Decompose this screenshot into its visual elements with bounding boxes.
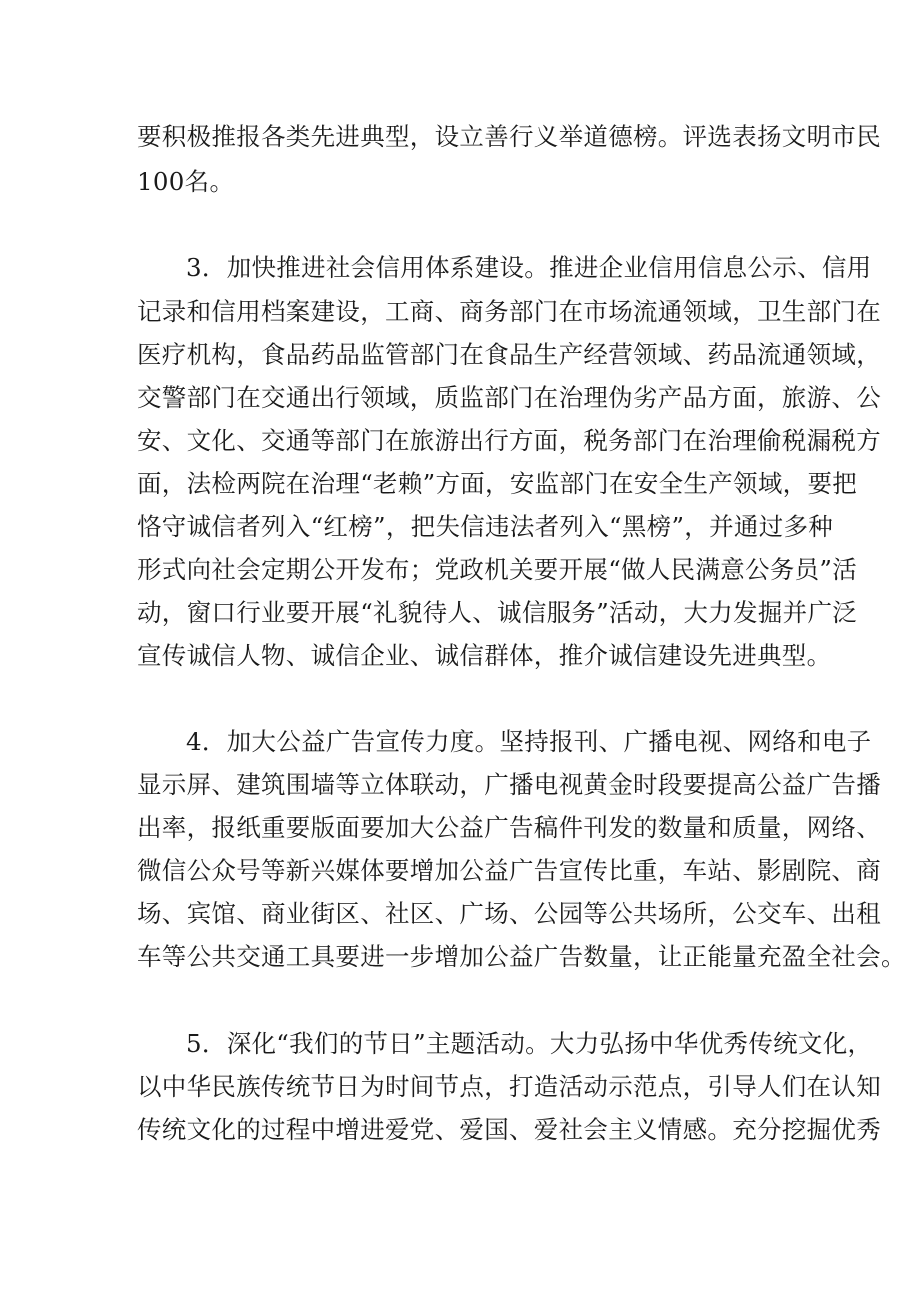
text-line: 要积极推报各类先进典型，设立善行义举道德榜。评选表扬文明市民 [137, 122, 881, 151]
text-line: 形式向社会定期公开发布；党政机关要开展“做人民满意公务员”活 [137, 555, 858, 584]
text-line: 车等公共交通工具要进一步增加公益广告数量，让正能量充盈全社会。 [137, 942, 906, 971]
text-line: 动，窗口行业要开展“礼貌待人、诚信服务”活动，大力发掘并广泛 [137, 598, 858, 627]
text-line: 医疗机构，食品药品监管部门在食品生产经营领域、药品流通领域， [137, 340, 881, 369]
text-line: 显示屏、建筑围墙等立体联动，广播电视黄金时段要提高公益广告播 [137, 770, 881, 799]
text-line: 5．深化“我们的节日”主题活动。大力弘扬中华优秀传统文化， [186, 1029, 873, 1058]
text-line: 出率，报纸重要版面要加大公益广告稿件刊发的数量和质量，网络、 [137, 813, 881, 842]
text-line: 场、宾馆、商业街区、社区、广场、公园等公共场所，公交车、出租 [137, 899, 881, 928]
text-line: 3．加快推进社会信用体系建设。推进企业信用信息公示、信用 [186, 253, 872, 282]
text-line: 面，法检两院在治理“老赖”方面，安监部门在安全生产领域，要把 [137, 469, 858, 498]
text-line: 以中华民族传统节日为时间节点，打造活动示范点，引导人们在认知 [137, 1072, 881, 1101]
text-line: 恪守诚信者列入“红榜”，把失信违法者列入“黑榜”，并通过多种 [137, 512, 834, 541]
text-line: 宣传诚信人物、诚信企业、诚信群体，推介诚信建设先进典型。 [137, 641, 832, 670]
text-line: 记录和信用档案建设，工商、商务部门在市场流通领域，卫生部门在 [137, 297, 881, 326]
text-line: 微信公众号等新兴媒体要增加公益广告宣传比重，车站、影剧院、商 [137, 856, 881, 885]
text-line: 传统文化的过程中增进爱党、爱国、爱社会主义情感。充分挖掘优秀 [137, 1115, 881, 1144]
text-line: 100名。 [137, 167, 235, 196]
text-line: 安、文化、交通等部门在旅游出行方面，税务部门在治理偷税漏税方 [137, 426, 881, 455]
text-line: 4．加大公益广告宣传力度。坚持报刊、广播电视、网络和电子 [186, 727, 872, 756]
text-line: 交警部门在交通出行领域，质监部门在治理伪劣产品方面，旅游、公 [137, 383, 881, 412]
